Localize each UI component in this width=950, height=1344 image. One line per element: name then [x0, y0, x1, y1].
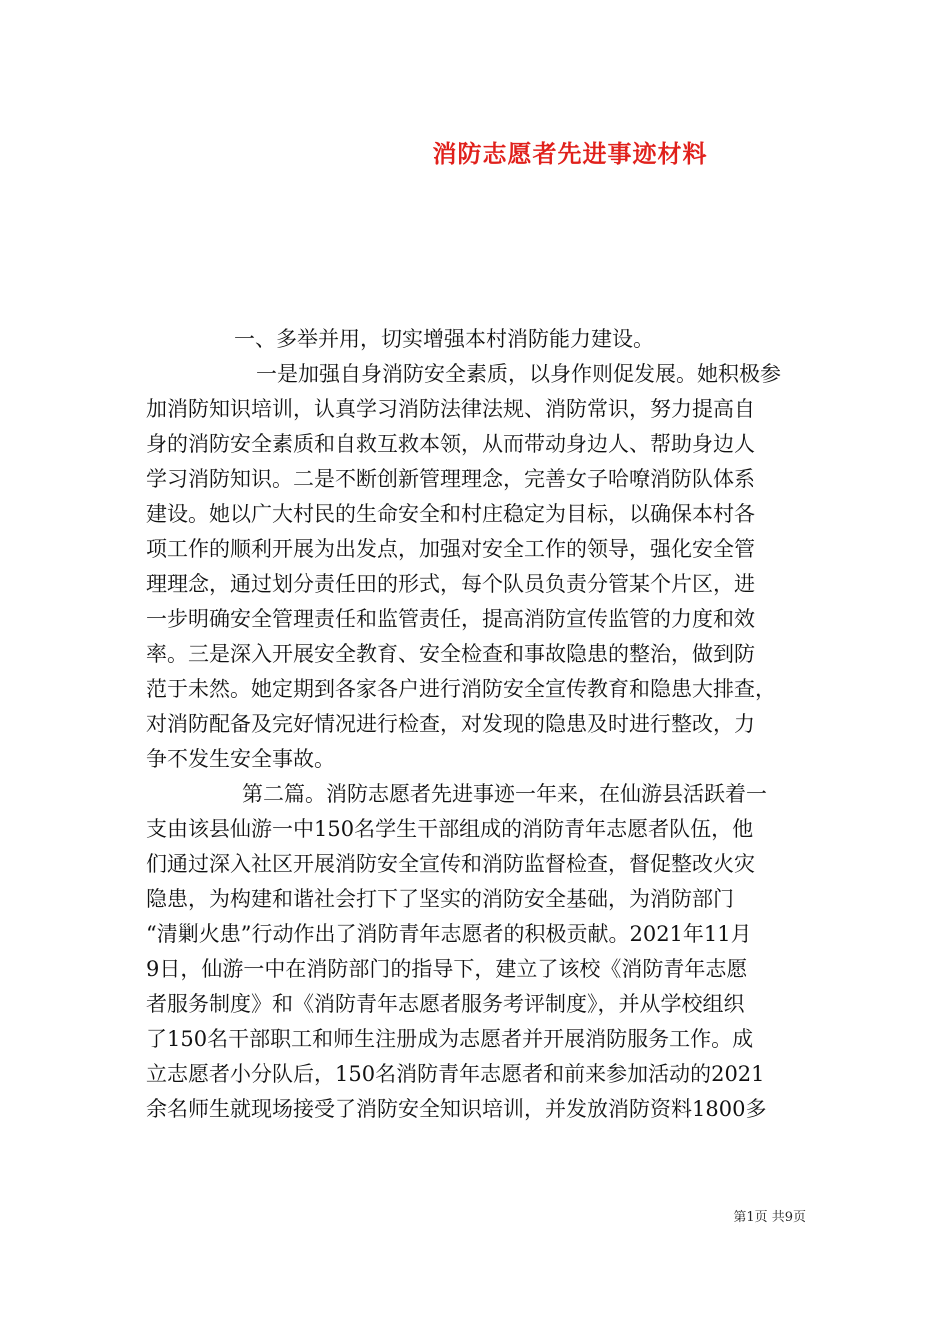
text-line: 范于未然。她定期到各家各户进行消防安全宣传教育和隐患大排查，	[146, 677, 776, 701]
text-line: 支由该县仙游一中150名学生干部组成的消防青年志愿者队伍，他	[146, 817, 754, 841]
text-line: 9日，仙游一中在消防部门的指导下，建立了该校《消防青年志愿	[146, 957, 748, 981]
text-line: 立志愿者小分队后，150名消防青年志愿者和前来参加活动的2021	[146, 1062, 765, 1086]
text-line: 对消防配备及完好情况进行检查，对发现的隐患及时进行整改，力	[146, 712, 755, 736]
text-line: 一是加强自身消防安全素质，以身作则促发展。她积极参	[256, 362, 781, 386]
text-line: 建设。她以广大村民的生命安全和村庄稳定为目标，以确保本村各	[146, 502, 755, 526]
text-line: 一、多举并用，切实增强本村消防能力建设。	[234, 327, 654, 351]
text-line: “清剿火患”行动作出了消防青年志愿者的积极贡献。2021年11月	[146, 922, 752, 946]
text-line: 理理念，通过划分责任田的形式，每个队员负责分管某个片区，进	[146, 572, 755, 596]
text-line: 项工作的顺利开展为出发点，加强对安全工作的领导，强化安全管	[146, 537, 755, 561]
text-line: 者服务制度》和《消防青年志愿者服务考评制度》，并从学校组织	[146, 992, 745, 1016]
text-line: 们通过深入社区开展消防安全宣传和消防监督检查，督促整改火灾	[146, 852, 755, 876]
text-line: 余名师生就现场接受了消防安全知识培训，并发放消防资料1800多	[146, 1097, 767, 1121]
text-line: 率。三是深入开展安全教育、安全检查和事故隐患的整治，做到防	[146, 642, 755, 666]
document-body	[146, 322, 806, 1127]
page-number: 第1页 共9页	[733, 1210, 806, 1225]
text-line: 争不发生安全事故。	[146, 747, 335, 771]
text-line: 隐患，为构建和谐社会打下了坚实的消防安全基础，为消防部门	[146, 887, 734, 911]
text-line: 身的消防安全素质和自救互救本领，从而带动身边人、帮助身边人	[146, 432, 755, 456]
text-line: 一步明确安全管理责任和监管责任，提高消防宣传监管的力度和效	[146, 607, 755, 631]
text-line: 第二篇。消防志愿者先进事迹一年来，在仙游县活跃着一	[242, 782, 767, 806]
document-title: 消防志愿者先进事迹材料	[432, 139, 708, 168]
text-line: 加消防知识培训，认真学习消防法律法规、消防常识，努力提高自	[146, 397, 755, 421]
text-line: 了150名干部职工和师生注册成为志愿者并开展消防服务工作。成	[146, 1027, 754, 1051]
text-line: 学习消防知识。二是不断创新管理理念，完善女子哈嘹消防队体系	[146, 467, 755, 491]
